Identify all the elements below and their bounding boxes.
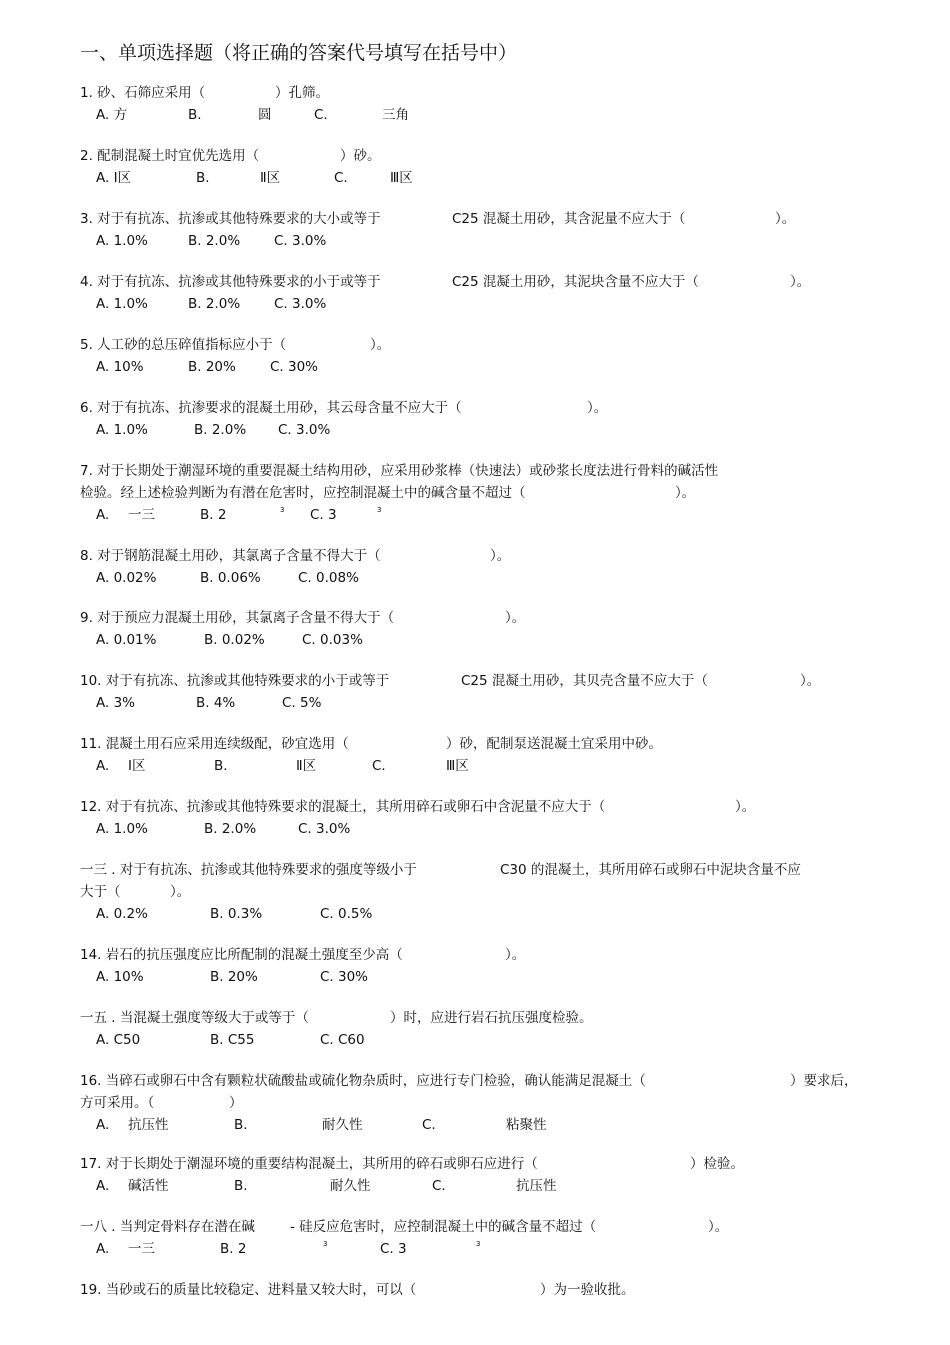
question-text-segment: 12. 对于有抗冻、抗渗或其他特殊要求的混凝土，其所用碎石或卵石中含泥量不应大于（ [80, 799, 606, 815]
question-text-line [80, 607, 880, 629]
option-row [80, 419, 880, 441]
option-text: 抗压性 [516, 1178, 557, 1194]
question-text-line [80, 271, 880, 293]
question-item [80, 208, 880, 252]
option-text: B. C55 [210, 1032, 255, 1048]
option-text: B. 20% [188, 359, 236, 375]
option-text: C. 5% [282, 695, 322, 711]
question-text-segment: ）。 [800, 673, 821, 689]
option-text: A. [96, 1241, 110, 1257]
question-item [80, 334, 880, 378]
question-item [80, 1279, 880, 1301]
option-text: C. 0.08% [298, 570, 359, 586]
question-text-line [80, 397, 880, 419]
question-text-segment: - 硅反应危害时，应控制混凝土中的碱含量不超过（ [290, 1219, 597, 1235]
question-text-segment: 7. 对于长期处于潮湿环境的重要混凝土结构用砂，应采用砂浆棒（快速法）或砂浆长度法进行骨料的碱活性 [80, 463, 719, 479]
question-text-line [80, 944, 880, 966]
question-item [80, 145, 880, 189]
question-text-segment: ）为一验收批。 [540, 1282, 635, 1298]
question-text-segment: C30 的混凝土，其所用碎石或卵石中泥块含量不应 [500, 862, 801, 878]
question-item [80, 82, 880, 126]
question-text-line [80, 1070, 880, 1092]
option-text: C. [422, 1117, 436, 1133]
option-text: Ⅱ区 [260, 170, 281, 186]
option-text: B. 20% [210, 969, 258, 985]
question-text-segment: 9. 对于预应力混凝土用砂，其氯离子含量不得大于（ [80, 610, 395, 626]
option-text: C. 30% [270, 359, 319, 375]
option-row [80, 167, 880, 189]
option-text: 圆 [258, 107, 272, 123]
option-row [80, 629, 880, 651]
option-text: C. C60 [320, 1032, 365, 1048]
question-text-segment: ）砂，配制泵送混凝土宜采用中砂。 [446, 736, 662, 752]
question-text-segment: ）。 [675, 485, 696, 501]
option-row [80, 293, 880, 315]
option-text: C. [372, 758, 386, 774]
option-row [80, 818, 880, 840]
option-row [80, 966, 880, 988]
option-text: A. C50 [96, 1032, 141, 1048]
question-text-line [80, 1092, 880, 1114]
option-text: B. 0.06% [200, 570, 261, 586]
question-text-segment: 6. 对于有抗冻、抗渗要求的混凝土用砂，其云母含量不应大于（ [80, 400, 462, 416]
question-text-segment: ）孔筛。 [275, 85, 329, 101]
option-text: C. 3.0% [274, 233, 327, 249]
question-text-segment: C25 混凝土用砂，其含泥量不应大于（ [452, 211, 686, 227]
option-row [80, 356, 880, 378]
option-text: B. 0.3% [210, 906, 263, 922]
option-text: B. [188, 107, 202, 123]
option-text: B. 2 [220, 1241, 247, 1257]
question-text-segment: ）。 [790, 274, 811, 290]
option-text: C. 3.0% [278, 422, 331, 438]
option-text: A. 10% [96, 359, 144, 375]
question-text-segment: 8. 对于钢筋混凝土用砂，其氯离子含量不得大于（ [80, 548, 381, 564]
option-text: Ⅰ区 [128, 758, 146, 774]
option-text: 碱活性 [128, 1178, 169, 1194]
option-text: A. Ⅰ区 [96, 170, 132, 186]
question-text-segment: 14. 岩石的抗压强度应比所配制的混凝土强度至少高（ [80, 947, 403, 963]
question-text-segment: 大于（ [80, 884, 121, 900]
question-text-segment: 一三 . 对于有抗冻、抗渗或其他特殊要求的强度等级小于 [80, 862, 417, 878]
question-text-line [80, 145, 880, 167]
option-text: 三角 [382, 107, 409, 123]
question-item [80, 944, 880, 988]
question-text-segment: ）砂。 [340, 148, 381, 164]
question-text-segment: ）。 [490, 548, 511, 564]
question-text-segment: 16. 当碎石或卵石中含有颗粒状硫酸盐或硫化物杂质时，应进行专门检验，确认能满足混凝土（ [80, 1073, 646, 1089]
option-text: B. 0.02% [204, 632, 265, 648]
option-text: A. 方 [96, 107, 128, 123]
option-text: 一三 [128, 507, 155, 523]
option-row [80, 567, 880, 589]
option-text: 一三 [128, 1241, 155, 1257]
question-text-segment: C25 混凝土用砂，其泥块含量不应大于（ [452, 274, 699, 290]
option-text: A. 3% [96, 695, 135, 711]
option-text: B. [234, 1117, 248, 1133]
question-text-line [80, 545, 880, 567]
question-text-line [80, 334, 880, 356]
question-text-segment: C25 混凝土用砂，其贝壳含量不应大于（ [461, 673, 708, 689]
question-text-segment: ）。 [775, 211, 796, 227]
option-text: B. 2.0% [194, 422, 247, 438]
question-text-segment: 11. 混凝土用石应采用连续级配，砂宜选用（ [80, 736, 349, 752]
question-text-line [80, 460, 880, 482]
option-text: A. 1.0% [96, 296, 148, 312]
question-text-segment: ）。 [587, 400, 608, 416]
question-item [80, 1153, 880, 1197]
question-item [80, 1070, 880, 1136]
question-item [80, 607, 880, 651]
question-text-line [80, 670, 880, 692]
question-text-segment: 10. 对于有抗冻、抗渗或其他特殊要求的小于或等于 [80, 673, 390, 689]
question-text-segment: 19. 当砂或石的质量比较稳定、进料量又较大时，可以（ [80, 1282, 417, 1298]
question-text-segment: ）检验。 [690, 1156, 744, 1172]
option-text: C. 0.5% [320, 906, 373, 922]
option-text: B. 2.0% [188, 233, 241, 249]
option-row [80, 1238, 880, 1260]
option-text: C. 3.0% [274, 296, 327, 312]
question-item [80, 1007, 880, 1051]
option-text: Ⅲ区 [390, 170, 413, 186]
option-text: B. 2 [200, 507, 227, 523]
option-text: A. 1.0% [96, 821, 148, 837]
question-text-line [80, 208, 880, 230]
option-row [80, 104, 880, 126]
question-item [80, 545, 880, 589]
question-text-line [80, 1279, 880, 1301]
question-text-line [80, 1153, 880, 1175]
question-item [80, 460, 880, 526]
question-text-segment: ）时，应进行岩石抗压强度检验。 [390, 1010, 593, 1026]
option-text: Ⅱ区 [296, 758, 317, 774]
question-text-line [80, 881, 880, 903]
question-item [80, 271, 880, 315]
option-text: 粘聚性 [506, 1117, 547, 1133]
section-title: 一、单项选择题（将正确的答案代号填写在括号中） [80, 42, 518, 64]
question-text-segment: ）。 [170, 884, 191, 900]
option-row [80, 903, 880, 925]
question-text-segment: ）。 [708, 1219, 729, 1235]
option-row [80, 1114, 880, 1136]
option-text: B. 4% [196, 695, 236, 711]
question-text-segment: ）。 [370, 337, 391, 353]
question-text-segment: 17. 对于长期处于潮湿环境的重要结构混凝土，其所用的碎石或卵石应进行（ [80, 1156, 538, 1172]
question-text-segment: 1. 砂、石筛应采用（ [80, 85, 206, 101]
option-text: C. [334, 170, 348, 186]
question-item [80, 1216, 880, 1260]
option-text: C. 3.0% [298, 821, 351, 837]
option-text: Ⅲ区 [446, 758, 469, 774]
question-text-segment: 2. 配制混凝土时宜优先选用（ [80, 148, 260, 164]
option-row [80, 1029, 880, 1051]
question-text-segment: 方可采用。（ [80, 1095, 155, 1111]
question-text-segment: ）。 [505, 947, 526, 963]
superscript-mark: 3 [280, 506, 285, 514]
option-text: B. 2.0% [204, 821, 257, 837]
question-item [80, 670, 880, 714]
option-row [80, 755, 880, 777]
option-row [80, 230, 880, 252]
option-text: A. 0.01% [96, 632, 157, 648]
option-text: A. 0.2% [96, 906, 148, 922]
question-text-segment: ） [229, 1095, 243, 1111]
question-text-line [80, 82, 880, 104]
superscript-mark: 3 [323, 1240, 328, 1248]
option-row [80, 1175, 880, 1197]
question-item [80, 733, 880, 777]
option-row [80, 692, 880, 714]
option-text: B. 2.0% [188, 296, 241, 312]
question-text-line [80, 796, 880, 818]
option-text: B. [196, 170, 210, 186]
question-text-segment: 检验。经上述检验判断为有潜在危害时，应控制混凝土中的碱含量不超过（ [80, 485, 526, 501]
question-text-line [80, 482, 880, 504]
superscript-mark: 3 [377, 506, 382, 514]
option-text: A. [96, 1178, 110, 1194]
option-row [80, 504, 880, 526]
option-text: 耐久性 [330, 1178, 371, 1194]
option-text: C. [432, 1178, 446, 1194]
question-text-line [80, 859, 880, 881]
question-text-segment: 一八 . 当判定骨料存在潜在碱 [80, 1219, 255, 1235]
question-text-line [80, 733, 880, 755]
question-text-line [80, 1007, 880, 1029]
question-item [80, 796, 880, 840]
superscript-mark: 3 [476, 1240, 481, 1248]
option-text: A. 1.0% [96, 422, 148, 438]
question-text-segment: 5. 人工砂的总压碎值指标应小于（ [80, 337, 287, 353]
option-text: 耐久性 [322, 1117, 363, 1133]
option-text: C. 30% [320, 969, 369, 985]
option-text: A. 1.0% [96, 233, 148, 249]
option-text: A. [96, 507, 110, 523]
option-text: C. 3 [380, 1241, 407, 1257]
question-item [80, 859, 880, 925]
option-text: 抗压性 [128, 1117, 169, 1133]
option-text: B. [214, 758, 228, 774]
option-text: B. [234, 1178, 248, 1194]
option-text: A. 0.02% [96, 570, 157, 586]
question-text-segment: 4. 对于有抗冻、抗渗或其他特殊要求的小于或等于 [80, 274, 381, 290]
question-text-segment: ）。 [735, 799, 756, 815]
question-text-segment: 一五 . 当混凝土强度等级大于或等于（ [80, 1010, 309, 1026]
question-item [80, 397, 880, 441]
option-text: A. [96, 1117, 110, 1133]
question-text-segment: ）。 [505, 610, 526, 626]
option-text: C. 0.03% [302, 632, 363, 648]
option-text: C. 3 [310, 507, 337, 523]
option-text: C. [314, 107, 328, 123]
question-text-segment: 3. 对于有抗冻、抗渗或其他特殊要求的大小或等于 [80, 211, 381, 227]
option-text: A. [96, 758, 110, 774]
question-text-segment: ）要求后， [790, 1073, 858, 1089]
option-text: A. 10% [96, 969, 144, 985]
